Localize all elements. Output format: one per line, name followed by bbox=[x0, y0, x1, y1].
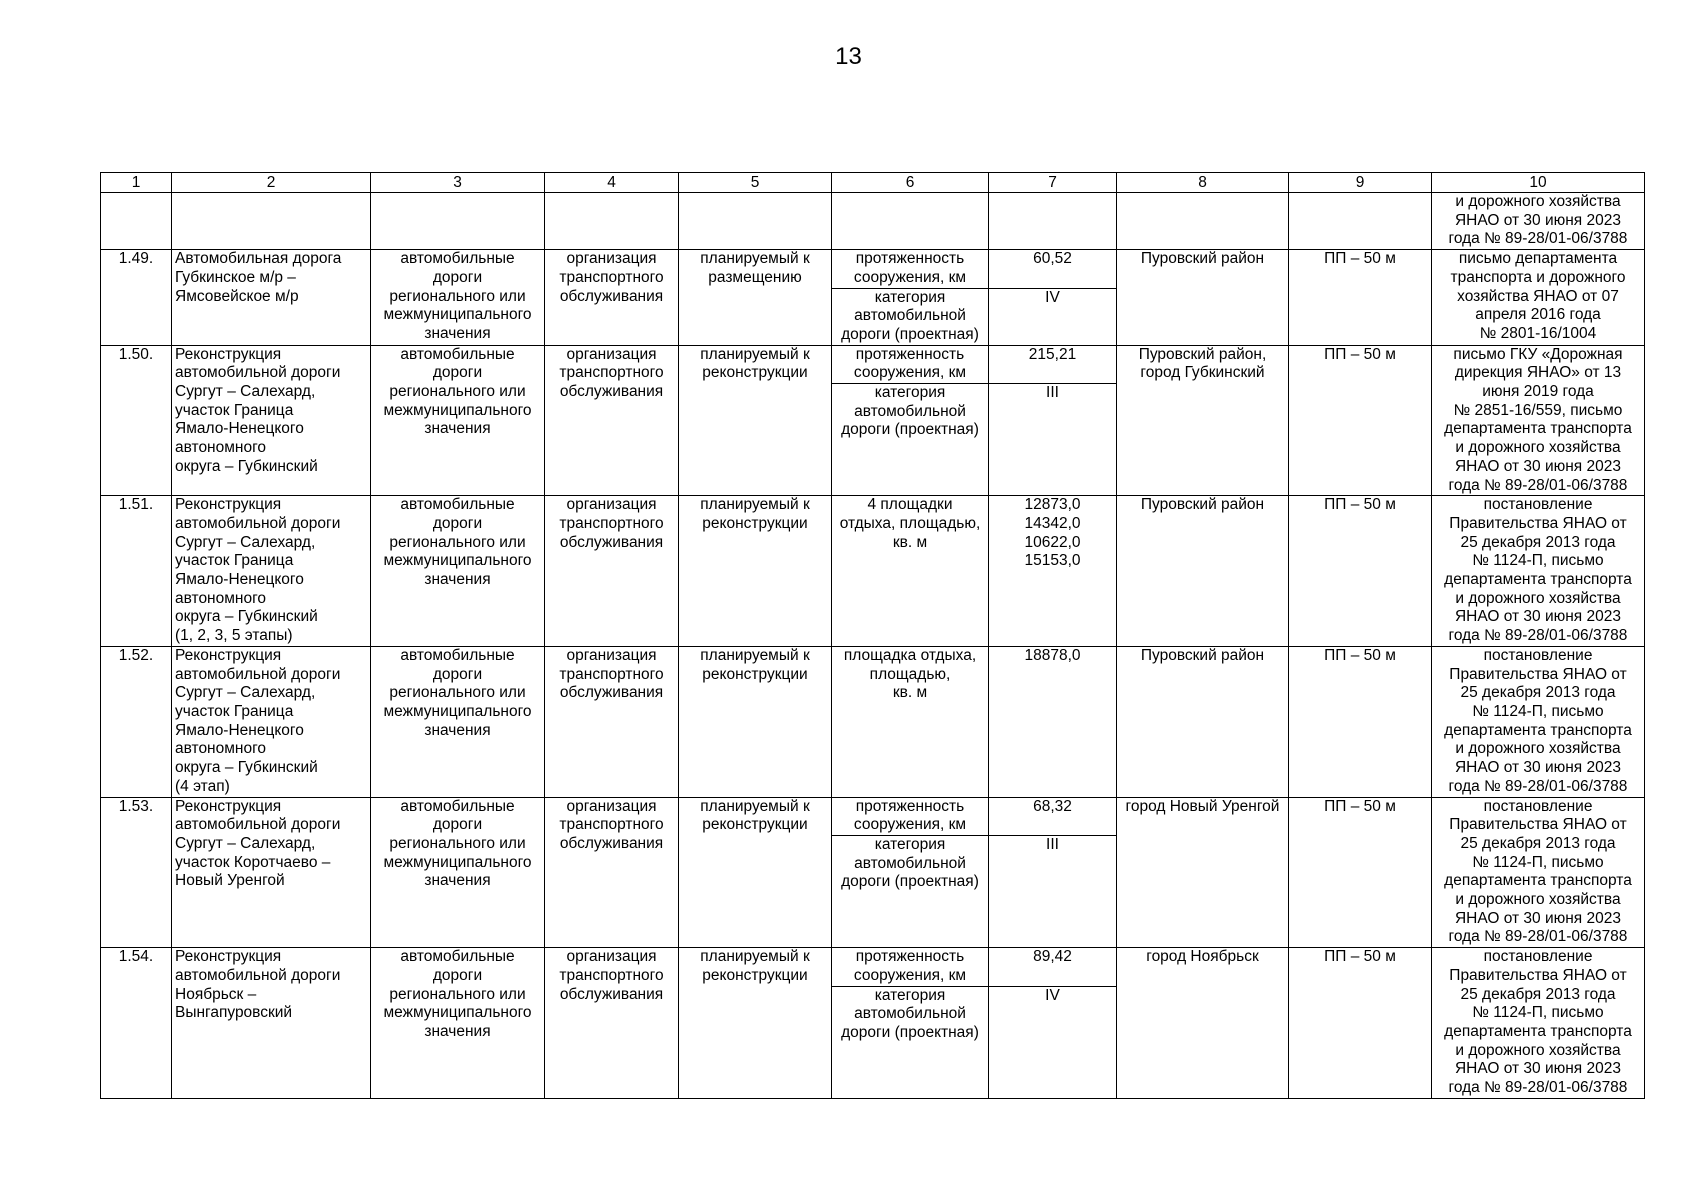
object-kind: автомобильные дороги регионального или межмуниципального значения bbox=[371, 250, 545, 346]
column-header: 7 bbox=[989, 173, 1117, 193]
characteristic-value: III bbox=[989, 384, 1117, 496]
row-number: 1.54. bbox=[101, 948, 172, 1099]
basis-cell: и дорожного хозяйства ЯНАО от 30 июня 2023 года № 89-28/01-06/3788 bbox=[1432, 193, 1645, 250]
basis-cell: письмо департамента транспорта и дорожного хозяйства ЯНАО от 07 апреля 2016 года № 2801-16/1004 bbox=[1432, 250, 1645, 346]
object-name: Реконструкция автомобильной дороги Сургут – Салехард, участок Граница Ямало-Ненецкого автономного округа – Губкинский (4 этап) bbox=[172, 646, 371, 797]
object-location: Пуровский район bbox=[1117, 646, 1289, 797]
basis-cell: постановление Правительства ЯНАО от 25 декабря 2013 года № 1124-П, письмо департамента транспорта и дорожного хозяйства ЯНАО от 30 июня 2023 года № 89-28/01-06/3788 bbox=[1432, 948, 1645, 1099]
table-row bbox=[101, 948, 1645, 986]
table-row bbox=[101, 496, 1645, 647]
column-header: 8 bbox=[1117, 173, 1289, 193]
column-header: 6 bbox=[832, 173, 989, 193]
row-number: 1.49. bbox=[101, 250, 172, 346]
object-name: Реконструкция автомобильной дороги Сургут – Салехард, участок Граница Ямало-Ненецкого автономного округа – Губкинский (1, 2, 3, 5 этапы) bbox=[172, 496, 371, 647]
row-number: 1.53. bbox=[101, 797, 172, 948]
object-name: Реконструкция автомобильной дороги Сургут – Салехард, участок Коротчаево – Новый Уренгой bbox=[172, 797, 371, 948]
basis-cell: постановление Правительства ЯНАО от 25 декабря 2013 года № 1124-П, письмо департамента транспорта и дорожного хозяйства ЯНАО от 30 июня 2023 года № 89-28/01-06/3788 bbox=[1432, 646, 1645, 797]
object-location: город Новый Уренгой bbox=[1117, 797, 1289, 948]
column-header: 2 bbox=[172, 173, 371, 193]
page-number: 13 bbox=[835, 43, 862, 70]
object-kind: автомобильные дороги регионального или межмуниципального значения bbox=[371, 345, 545, 496]
column-header: 3 bbox=[371, 173, 545, 193]
characteristic-value: 12873,0 14342,0 10622,0 15153,0 bbox=[989, 496, 1117, 647]
object-kind: автомобильные дороги регионального или межмуниципального значения bbox=[371, 797, 545, 948]
object-name: Автомобильная дорога Губкинское м/р – Ямсовейское м/р bbox=[172, 250, 371, 346]
row-number: 1.50. bbox=[101, 345, 172, 496]
column-header: 1 bbox=[101, 173, 172, 193]
object-purpose: организация транспортного обслуживания bbox=[545, 646, 679, 797]
object-purpose: организация транспортного обслуживания bbox=[545, 345, 679, 496]
protection-zone: ПП – 50 м bbox=[1289, 797, 1432, 948]
object-kind: автомобильные дороги регионального или межмуниципального значения bbox=[371, 496, 545, 647]
object-status: планируемый к размещению bbox=[679, 250, 832, 346]
characteristic-label: площадка отдыха, площадью, кв. м bbox=[832, 646, 989, 797]
objects-table bbox=[100, 172, 1645, 1099]
object-purpose: организация транспортного обслуживания bbox=[545, 496, 679, 647]
object-purpose: организация транспортного обслуживания bbox=[545, 948, 679, 1099]
protection-zone: ПП – 50 м bbox=[1289, 496, 1432, 647]
characteristic-value: IV bbox=[989, 288, 1117, 345]
characteristic-label: протяженность сооружения, км bbox=[832, 345, 989, 383]
characteristic-value: 215,21 bbox=[989, 345, 1117, 383]
characteristic-label: 4 площадки отдыха, площадью, кв. м bbox=[832, 496, 989, 647]
object-purpose: организация транспортного обслуживания bbox=[545, 250, 679, 346]
basis-cell: постановление Правительства ЯНАО от 25 декабря 2013 года № 1124-П, письмо департамента транспорта и дорожного хозяйства ЯНАО от 30 июня 2023 года № 89-28/01-06/3788 bbox=[1432, 797, 1645, 948]
object-kind: автомобильные дороги регионального или межмуниципального значения bbox=[371, 948, 545, 1099]
characteristic-label: протяженность сооружения, км bbox=[832, 797, 989, 835]
object-name: Реконструкция автомобильной дороги Ноябрьск – Вынгапуровский bbox=[172, 948, 371, 1099]
characteristic-value: IV bbox=[989, 986, 1117, 1098]
object-location: Пуровский район bbox=[1117, 496, 1289, 647]
object-status: планируемый к реконструкции bbox=[679, 646, 832, 797]
column-header: 10 bbox=[1432, 173, 1645, 193]
object-location: город Ноябрьск bbox=[1117, 948, 1289, 1099]
object-purpose: организация транспортного обслуживания bbox=[545, 797, 679, 948]
protection-zone: ПП – 50 м bbox=[1289, 646, 1432, 797]
table-row bbox=[101, 797, 1645, 835]
row-number: 1.52. bbox=[101, 646, 172, 797]
basis-cell: постановление Правительства ЯНАО от 25 декабря 2013 года № 1124-П, письмо департамента транспорта и дорожного хозяйства ЯНАО от 30 июня 2023 года № 89-28/01-06/3788 bbox=[1432, 496, 1645, 647]
table-row bbox=[101, 250, 1645, 288]
characteristic-value: 89,42 bbox=[989, 948, 1117, 986]
table-row bbox=[101, 646, 1645, 797]
object-kind: автомобильные дороги регионального или межмуниципального значения bbox=[371, 646, 545, 797]
object-location: Пуровский район, город Губкинский bbox=[1117, 345, 1289, 496]
characteristic-label: категория автомобильной дороги (проектная) bbox=[832, 835, 989, 947]
basis-cell: письмо ГКУ «Дорожная дирекция ЯНАО» от 13 июня 2019 года № 2851-16/559, письмо департамента транспорта и дорожного хозяйства ЯНАО от 30 июня 2023 года № 89-28/01-06/3788 bbox=[1432, 345, 1645, 496]
characteristic-value: 18878,0 bbox=[989, 646, 1117, 797]
object-status: планируемый к реконструкции bbox=[679, 797, 832, 948]
protection-zone: ПП – 50 м bbox=[1289, 345, 1432, 496]
column-header: 4 bbox=[545, 173, 679, 193]
row-number: 1.51. bbox=[101, 496, 172, 647]
characteristic-label: протяженность сооружения, км bbox=[832, 250, 989, 288]
object-status: планируемый к реконструкции bbox=[679, 496, 832, 647]
continuation-row bbox=[101, 193, 1645, 250]
characteristic-label: категория автомобильной дороги (проектная) bbox=[832, 384, 989, 496]
object-status: планируемый к реконструкции bbox=[679, 948, 832, 1099]
column-header: 9 bbox=[1289, 173, 1432, 193]
object-status: планируемый к реконструкции bbox=[679, 345, 832, 496]
protection-zone: ПП – 50 м bbox=[1289, 948, 1432, 1099]
characteristic-value: 60,52 bbox=[989, 250, 1117, 288]
table-row bbox=[101, 345, 1645, 383]
column-header: 5 bbox=[679, 173, 832, 193]
protection-zone: ПП – 50 м bbox=[1289, 250, 1432, 346]
object-location: Пуровский район bbox=[1117, 250, 1289, 346]
characteristic-value: III bbox=[989, 835, 1117, 947]
characteristic-label: категория автомобильной дороги (проектная) bbox=[832, 288, 989, 345]
object-name: Реконструкция автомобильной дороги Сургут – Салехард, участок Граница Ямало-Ненецкого автономного округа – Губкинский bbox=[172, 345, 371, 496]
table-header bbox=[101, 173, 1645, 193]
characteristic-label: протяженность сооружения, км bbox=[832, 948, 989, 986]
characteristic-label: категория автомобильной дороги (проектная) bbox=[832, 986, 989, 1098]
characteristic-value: 68,32 bbox=[989, 797, 1117, 835]
